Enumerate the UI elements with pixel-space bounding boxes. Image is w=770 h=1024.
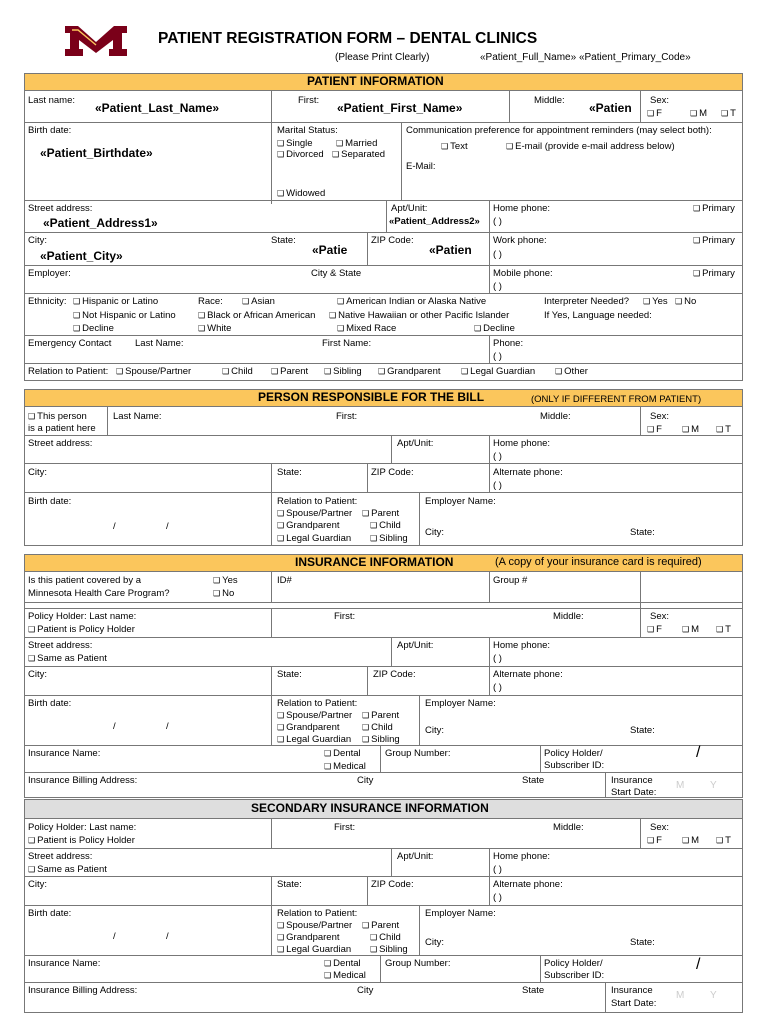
sec-zip-label: ZIP Code: [371, 879, 414, 890]
resp-rel-spouse-checkbox[interactable]: ❑ Spouse/Partner [277, 508, 352, 519]
ins-birth-slash-2: / [166, 721, 169, 732]
merge-fields: «Patient_Full_Name» «Patient_Primary_Code» [480, 52, 691, 63]
resp-home-phone-field[interactable]: ( ) [493, 451, 502, 462]
ins-start-label: Insurance [611, 775, 653, 786]
ins-alt-phone-field[interactable]: ( ) [493, 682, 502, 693]
ins-billing-address-label: Insurance Billing Address: [28, 775, 138, 786]
race-white-checkbox[interactable]: ❑ White [198, 323, 231, 334]
resp-sex-f-checkbox[interactable]: ❑ F [647, 424, 662, 435]
race-label: Race: [198, 296, 223, 307]
language-label: If Yes, Language needed: [544, 310, 652, 321]
marital-single-checkbox[interactable]: ❑ Single [277, 138, 313, 149]
resp-home-phone-label: Home phone: [493, 438, 551, 449]
birth-date-label: Birth date: [28, 125, 72, 136]
ins-policy-holder-label: Policy Holder/ [544, 748, 603, 759]
email-label: E-Mail: [406, 161, 436, 172]
ins-sex-label: Sex: [650, 611, 670, 622]
sec-billing-city-label: City [357, 985, 374, 996]
ethnicity-label: Ethnicity: [28, 296, 67, 307]
zip-field[interactable]: «Patien [429, 243, 472, 257]
home-phone-field[interactable]: ( ) [493, 216, 502, 227]
ins-rel-child-checkbox[interactable]: ❑ Child [362, 722, 393, 733]
resp-employer-label: Employer Name: [425, 496, 496, 507]
patient-info-heading: PATIENT INFORMATION [307, 74, 444, 88]
ins-billing-state-label: State [522, 775, 545, 786]
resp-zip-label: ZIP Code: [371, 467, 414, 478]
mhcp-no-checkbox[interactable]: ❑ No [213, 588, 234, 599]
marital-widowed-checkbox[interactable]: ❑ Widowed [277, 188, 325, 199]
resp-employer-city-label: City: [425, 527, 444, 538]
secondary-heading: SECONDARY INSURANCE INFORMATION [251, 801, 489, 815]
resp-state-label: State: [277, 467, 302, 478]
sec-policy-holder-label: Policy Holder/ [544, 958, 603, 969]
responsible-band [24, 389, 743, 407]
ins-relation-label: Relation to Patient: [277, 698, 358, 709]
patient-info-band [24, 73, 743, 91]
sec-birth-label: Birth date: [28, 908, 72, 919]
ins-home-phone-field[interactable]: ( ) [493, 653, 502, 664]
rel-guardian-checkbox[interactable]: ❑ Legal Guardian [461, 366, 535, 377]
resp-apt-label: Apt/Unit: [397, 438, 434, 449]
sec-id-slash: / [696, 956, 701, 973]
insurance-note: (A copy of your insurance card is required) [495, 556, 702, 568]
resp-city-label: City: [28, 467, 47, 478]
ins-dental-checkbox[interactable]: ❑ Dental [324, 748, 361, 759]
sec-alt-phone-label: Alternate phone: [493, 879, 563, 890]
ins-patient-is-holder-checkbox[interactable]: ❑ Patient is Policy Holder [28, 624, 135, 635]
ins-apt-label: Apt/Unit: [397, 640, 434, 651]
ins-rel-spouse-checkbox[interactable]: ❑ Spouse/Partner [277, 710, 352, 721]
resp-sex-m-checkbox[interactable]: ❑ M [682, 424, 699, 435]
resp-relation-label: Relation to Patient: [277, 496, 358, 507]
ins-subscriber-id-label: Subscriber ID: [544, 760, 605, 771]
sec-billing-address-label: Insurance Billing Address: [28, 985, 138, 996]
mhcp-id-label: ID# [277, 575, 292, 586]
sec-ins-name-label: Insurance Name: [28, 958, 101, 969]
ins-id-slash: / [696, 744, 701, 761]
ins-medical-checkbox[interactable]: ❑ Medical [324, 761, 366, 772]
emergency-last-name-label: Last Name: [135, 338, 184, 349]
sec-street-label: Street address: [28, 851, 93, 862]
resp-alt-phone-label: Alternate phone: [493, 467, 563, 478]
sec-start-date-label: Start Date: [611, 998, 657, 1009]
birth-date-field[interactable]: «Patient_Birthdate» [40, 146, 153, 160]
street-address-field[interactable]: «Patient_Address1» [43, 216, 158, 230]
ins-rel-grandparent-checkbox[interactable]: ❑ Grandparent [277, 722, 340, 733]
race-hawaiian-checkbox[interactable]: ❑ Native Hawaiian or other Pacific Islander [329, 310, 509, 321]
zip-label: ZIP Code: [371, 235, 414, 246]
mobile-phone-field[interactable]: ( ) [493, 281, 502, 292]
apt-unit-label: Apt/Unit: [391, 203, 428, 214]
mobile-primary-checkbox[interactable]: ❑ Primary [693, 268, 735, 279]
form-subtitle: (Please Print Clearly) [335, 52, 430, 63]
mhcp-question-line1: Is this patient covered by a [28, 575, 142, 586]
ins-rel-sibling-checkbox[interactable]: ❑ Sibling [362, 734, 400, 745]
home-primary-checkbox[interactable]: ❑ Primary [693, 203, 735, 214]
work-primary-checkbox[interactable]: ❑ Primary [693, 235, 735, 246]
resp-birth-slash-2: / [166, 521, 169, 532]
ins-start-date-label: Start Date: [611, 787, 657, 798]
rel-spouse-checkbox[interactable]: ❑ Spouse/Partner [116, 366, 191, 377]
ins-alt-phone-label: Alternate phone: [493, 669, 563, 680]
mhcp-group-label: Group # [493, 575, 528, 586]
ins-same-as-patient-checkbox[interactable]: ❑ Same as Patient [28, 653, 107, 664]
work-phone-label: Work phone: [493, 235, 547, 246]
resp-birth-slash-1: / [113, 521, 116, 532]
eth-not-hispanic-checkbox[interactable]: ❑ Not Hispanic or Latino [73, 310, 176, 321]
ins-employer-city-label: City: [425, 725, 444, 736]
interpreter-label: Interpreter Needed? [544, 296, 630, 307]
sec-medical-checkbox[interactable]: ❑ Medical [324, 970, 366, 981]
resp-rel-guardian-checkbox[interactable]: ❑ Legal Guardian [277, 533, 351, 544]
ins-group-number-label: Group Number: [385, 748, 451, 759]
ins-sex-t-checkbox[interactable]: ❑ T [716, 624, 731, 635]
marital-status-label: Marital Status: [277, 125, 338, 136]
sec-rel-parent-checkbox[interactable]: ❑ Parent [362, 920, 399, 931]
rel-child-checkbox[interactable]: ❑ Child [222, 366, 253, 377]
resp-employer-state-label: State: [630, 527, 655, 538]
sec-patient-is-holder-checkbox[interactable]: ❑ Patient is Policy Holder [28, 835, 135, 846]
emergency-contact-label: Emergency Contact [28, 338, 112, 349]
rel-parent-checkbox[interactable]: ❑ Parent [271, 366, 308, 377]
resp-birth-label: Birth date: [28, 496, 72, 507]
sec-start-m-placeholder[interactable]: M [676, 990, 685, 1001]
sec-sex-f-checkbox[interactable]: ❑ F [647, 835, 662, 846]
rel-sibling-checkbox[interactable]: ❑ Sibling [324, 366, 362, 377]
secondary-band [24, 799, 743, 819]
interpreter-no-checkbox[interactable]: ❑ No [675, 296, 696, 307]
resp-rel-sibling-checkbox[interactable]: ❑ Sibling [370, 533, 408, 544]
race-asian-checkbox[interactable]: ❑ Asian [242, 296, 275, 307]
ins-billing-city-label: City [357, 775, 374, 786]
patient-last-name-field[interactable]: «Patient_Last_Name» [95, 101, 220, 115]
responsible-note: (ONLY IF DIFFERENT FROM PATIENT) [531, 394, 702, 405]
sec-rel-sibling-checkbox[interactable]: ❑ Sibling [370, 944, 408, 955]
ins-name-label: Insurance Name: [28, 748, 101, 759]
resp-sex-t-checkbox[interactable]: ❑ T [716, 424, 731, 435]
sec-rel-spouse-checkbox[interactable]: ❑ Spouse/Partner [277, 920, 352, 931]
employer-city-state-label: City & State [311, 268, 362, 279]
sec-employer-label: Employer Name: [425, 908, 496, 919]
race-black-checkbox[interactable]: ❑ Black or African American [198, 310, 315, 321]
emergency-first-name-label: First Name: [322, 338, 372, 349]
sec-same-as-patient-checkbox[interactable]: ❑ Same as Patient [28, 864, 107, 875]
ins-holder-last-label: Policy Holder: Last name: [28, 611, 137, 622]
race-native-american-checkbox[interactable]: ❑ American Indian or Alaska Native [337, 296, 486, 307]
sex-t-checkbox[interactable]: ❑ T [721, 108, 736, 119]
rel-other-checkbox[interactable]: ❑ Other [555, 366, 588, 377]
marital-married-checkbox[interactable]: ❑ Married [336, 138, 377, 149]
mobile-phone-label: Mobile phone: [493, 268, 553, 279]
patient-first-label: First: [298, 95, 320, 106]
sec-rel-grandparent-checkbox[interactable]: ❑ Grandparent [277, 932, 340, 943]
sec-birth-slash-1: / [113, 931, 116, 942]
insurance-heading: INSURANCE INFORMATION [295, 555, 454, 569]
sec-sex-m-checkbox[interactable]: ❑ M [682, 835, 699, 846]
mhcp-yes-checkbox[interactable]: ❑ Yes [213, 575, 238, 586]
state-field[interactable]: «Patie [312, 243, 348, 257]
sec-rel-child-checkbox[interactable]: ❑ Child [370, 932, 401, 943]
resp-rel-grandparent-checkbox[interactable]: ❑ Grandparent [277, 520, 340, 531]
state-label: State: [271, 235, 296, 246]
comm-email-checkbox[interactable]: ❑ E-mail (provide e-mail address below) [506, 141, 675, 152]
race-decline-checkbox[interactable]: ❑ Decline [474, 323, 515, 334]
sec-employer-state-label: State: [630, 937, 655, 948]
sec-first-label: First: [334, 822, 356, 833]
ins-sex-f-checkbox[interactable]: ❑ F [647, 624, 662, 635]
sec-billing-state-label: State [522, 985, 545, 996]
sec-subscriber-id-label: Subscriber ID: [544, 970, 605, 981]
ins-start-y-placeholder[interactable]: Y [710, 780, 717, 791]
resp-rel-child-checkbox[interactable]: ❑ Child [370, 520, 401, 531]
home-phone-label: Home phone: [493, 203, 551, 214]
sex-f-checkbox[interactable]: ❑ F [647, 108, 662, 119]
sec-sex-t-checkbox[interactable]: ❑ T [716, 835, 731, 846]
resp-first-label: First: [336, 411, 358, 422]
sec-relation-label: Relation to Patient: [277, 908, 358, 919]
marital-separated-checkbox[interactable]: ❑ Separated [332, 149, 385, 160]
ins-rel-parent-checkbox[interactable]: ❑ Parent [362, 710, 399, 721]
resp-is-patient-checkbox[interactable]: ❑ This person [28, 411, 87, 422]
ins-birth-slash-1: / [113, 721, 116, 732]
resp-sex-label: Sex: [650, 411, 670, 422]
resp-middle-label: Middle: [540, 411, 571, 422]
emergency-phone-field[interactable]: ( ) [493, 351, 502, 362]
work-phone-field[interactable]: ( ) [493, 249, 502, 260]
eth-decline-checkbox[interactable]: ❑ Decline [73, 323, 114, 334]
eth-hispanic-checkbox[interactable]: ❑ Hispanic or Latino [73, 296, 158, 307]
ins-middle-label: Middle: [553, 611, 584, 622]
patient-last-name-label: Last name: [28, 95, 75, 106]
resp-street-label: Street address: [28, 438, 93, 449]
sec-holder-last-label: Policy Holder: Last name: [28, 822, 137, 833]
patient-middle-label: Middle: [534, 95, 565, 106]
ins-city-label: City: [28, 669, 47, 680]
marital-divorced-checkbox[interactable]: ❑ Divorced [277, 149, 324, 160]
resp-is-patient-label: is a patient here [28, 423, 96, 434]
sec-rel-guardian-checkbox[interactable]: ❑ Legal Guardian [277, 944, 351, 955]
rel-grandparent-checkbox[interactable]: ❑ Grandparent [378, 366, 441, 377]
sec-dental-checkbox[interactable]: ❑ Dental [324, 958, 361, 969]
ins-start-m-placeholder[interactable]: M [676, 780, 685, 791]
resp-rel-parent-checkbox[interactable]: ❑ Parent [362, 508, 399, 519]
street-address-label: Street address: [28, 203, 93, 214]
emergency-phone-label: Phone: [493, 338, 524, 349]
sec-start-label: Insurance [611, 985, 653, 996]
university-logo-icon [62, 20, 130, 60]
resp-alt-phone-field[interactable]: ( ) [493, 480, 502, 491]
ins-street-label: Street address: [28, 640, 93, 651]
ins-employer-state-label: State: [630, 725, 655, 736]
sec-alt-phone-field[interactable]: ( ) [493, 892, 502, 903]
ins-sex-m-checkbox[interactable]: ❑ M [682, 624, 699, 635]
ins-rel-guardian-checkbox[interactable]: ❑ Legal Guardian [277, 734, 351, 745]
sec-start-y-placeholder[interactable]: Y [710, 990, 717, 1001]
sec-apt-label: Apt/Unit: [397, 851, 434, 862]
relation-label: Relation to Patient: [28, 366, 109, 377]
ins-zip-label: ZIP Code: [373, 669, 416, 680]
sec-group-number-label: Group Number: [385, 958, 451, 969]
patient-first-name-field[interactable]: «Patient_First_Name» [337, 101, 463, 115]
ins-first-label: First: [334, 611, 356, 622]
sec-birth-slash-2: / [166, 931, 169, 942]
patient-middle-field[interactable]: «Patien [589, 101, 632, 115]
sec-state-label: State: [277, 879, 302, 890]
city-label: City: [28, 235, 47, 246]
sec-middle-label: Middle: [553, 822, 584, 833]
ins-state-label: State: [277, 669, 302, 680]
form-title: PATIENT REGISTRATION FORM – DENTAL CLINICS [158, 30, 538, 47]
comm-pref-label: Communication preference for appointment reminders (may select both): [406, 125, 712, 136]
sec-home-phone-field[interactable]: ( ) [493, 864, 502, 875]
patient-sex-label: Sex: [650, 95, 670, 106]
apt-unit-field[interactable]: «Patient_Address2» [389, 216, 480, 227]
sex-m-checkbox[interactable]: ❑ M [690, 108, 707, 119]
race-mixed-checkbox[interactable]: ❑ Mixed Race [337, 323, 396, 334]
ins-birth-label: Birth date: [28, 698, 72, 709]
resp-last-name-label: Last Name: [113, 411, 162, 422]
sec-city-label: City: [28, 879, 47, 890]
sec-employer-city-label: City: [425, 937, 444, 948]
interpreter-yes-checkbox[interactable]: ❑ Yes [643, 296, 668, 307]
sec-sex-label: Sex: [650, 822, 670, 833]
sec-home-phone-label: Home phone: [493, 851, 551, 862]
comm-text-checkbox[interactable]: ❑ Text [441, 141, 468, 152]
ins-employer-label: Employer Name: [425, 698, 496, 709]
insurance-band [24, 554, 743, 572]
mhcp-question-line2: Minnesota Health Care Program? [28, 588, 170, 599]
ins-home-phone-label: Home phone: [493, 640, 551, 651]
responsible-heading: PERSON RESPONSIBLE FOR THE BILL [258, 390, 485, 404]
employer-label: Employer: [28, 268, 71, 279]
city-field[interactable]: «Patient_City» [40, 249, 123, 263]
